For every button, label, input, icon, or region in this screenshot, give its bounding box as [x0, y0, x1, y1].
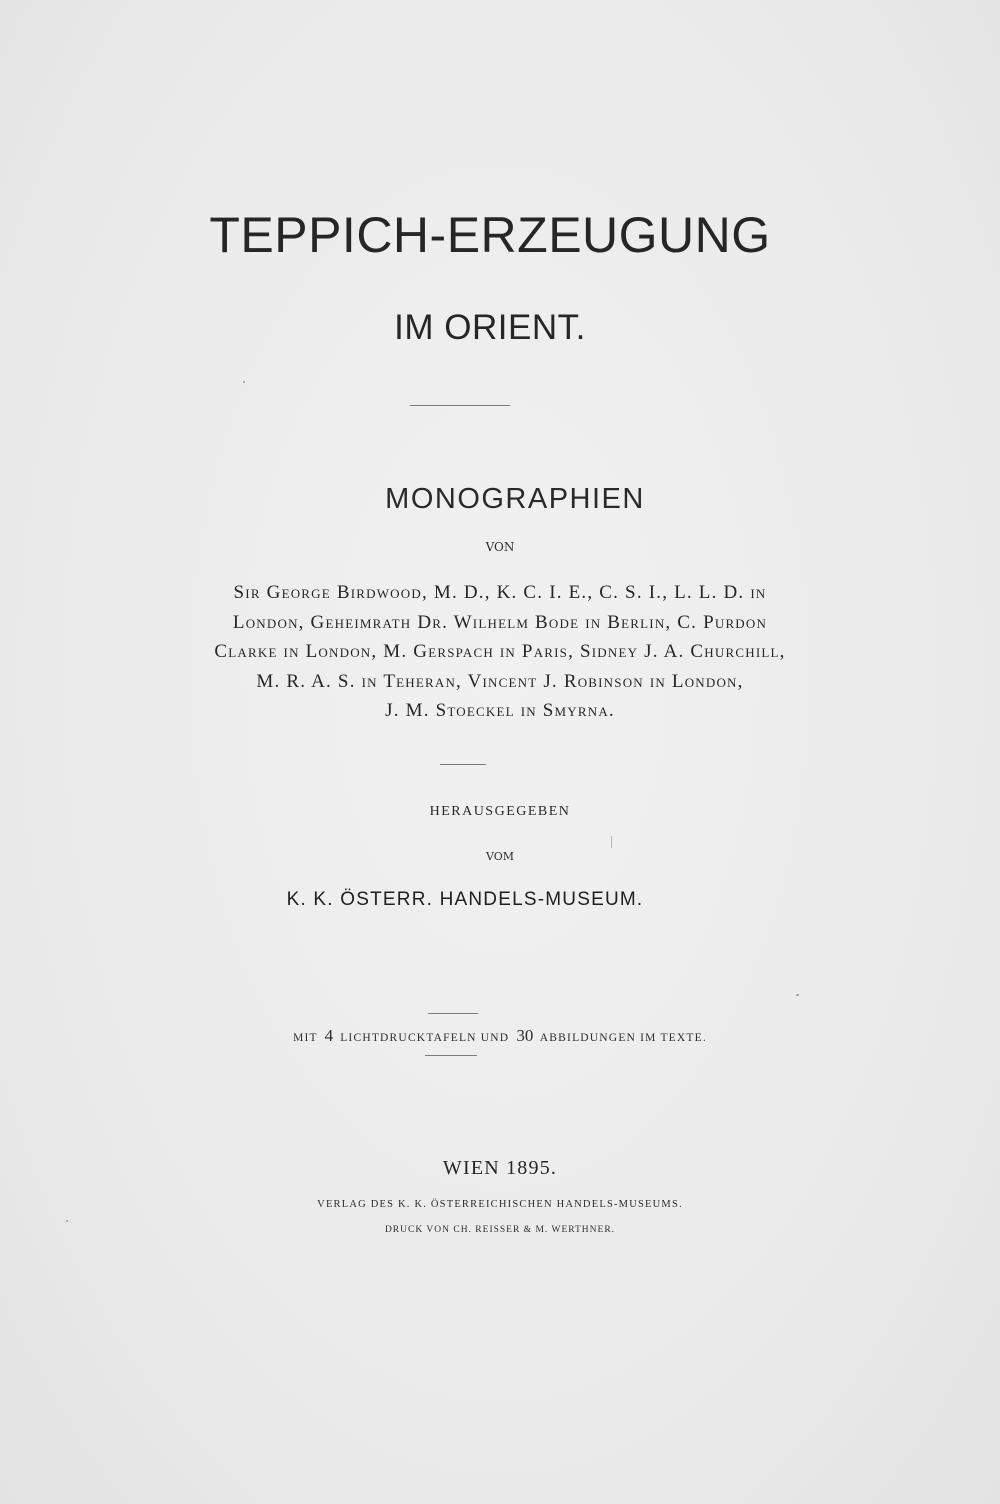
paper-speck: [243, 381, 245, 383]
authors-line: Clarke in London, M. Gerspach in Paris, Sidney J. A. Churchill,: [214, 641, 786, 662]
divider-rule: [425, 1055, 477, 1056]
publisher-line: VERLAG DES K. K. ÖSTERREICHISCHEN HANDELS-MUSEUMS.: [317, 1199, 683, 1210]
series-title: MONOGRAPHIEN: [385, 483, 645, 515]
publisher-body: K. K. ÖSTERR. HANDELS-MUSEUM.: [286, 889, 644, 910]
authors-block: [120, 578, 880, 726]
divider-rule: [428, 1013, 478, 1014]
edited-label: HERAUSGEGEBEN: [429, 804, 571, 819]
edited-by-word: VOM: [485, 850, 515, 863]
authors-line: Sir George Birdwood, M. D., K. C. I. E., C. S. I., L. L. D. in: [233, 582, 767, 603]
authors-line: London, Geheimrath Dr. Wilhelm Bode in Berlin, C. Purdon: [232, 611, 768, 633]
plates-count: 4: [324, 1026, 334, 1045]
paper-speck: [66, 1220, 68, 1222]
figures-text: ABBILDUNGEN IM TEXTE.: [539, 1032, 707, 1044]
by-word: VON: [485, 540, 515, 554]
paper-speck: [796, 994, 799, 996]
printer-line: DRUCK VON CH. REISSER & M. WERTHNER.: [384, 1225, 616, 1235]
illustrations-prefix: MIT: [293, 1032, 318, 1044]
book-title: TEPPICH-ERZEUGUNG: [209, 207, 771, 263]
plates-text: LICHTDRUCKTAFELN UND: [340, 1032, 510, 1044]
paper-speck: [611, 836, 612, 848]
authors-line: M. R. A. S. in Teheran, Vincent J. Robinson in London,: [256, 670, 744, 692]
divider-rule: [410, 405, 510, 406]
place-year: WIEN 1895.: [442, 1157, 558, 1179]
divider-rule: [440, 764, 486, 765]
book-subtitle: IM ORIENT.: [394, 308, 586, 347]
figures-count: 30: [516, 1026, 534, 1045]
authors-line: J. M. Stoeckel in Smyrna.: [385, 700, 615, 721]
illustrations-note: [0, 1026, 1000, 1046]
